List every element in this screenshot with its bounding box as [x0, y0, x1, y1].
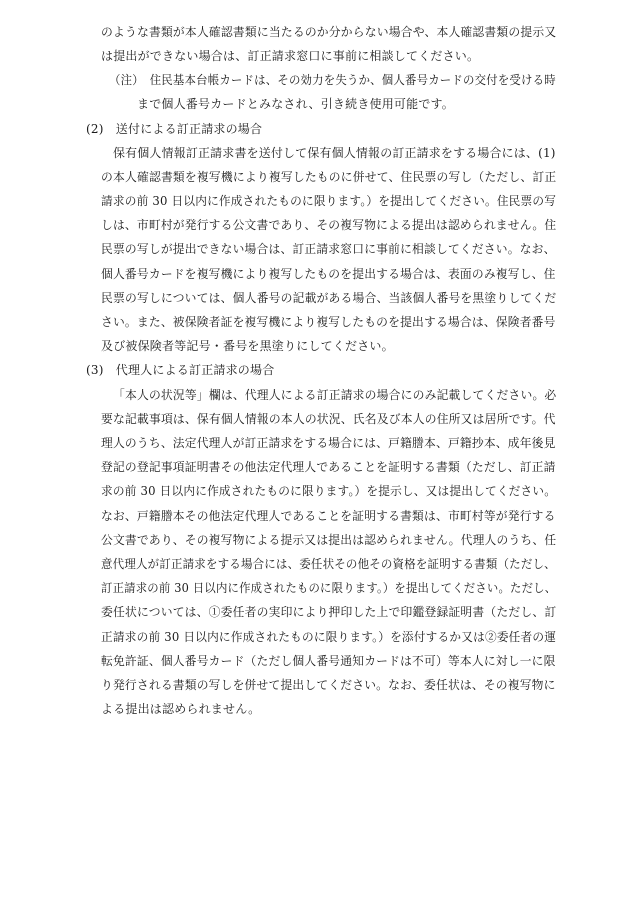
section-3-line-8: 意代理人が訂正請求をする場合には、委任状その他その資格を証明する書類（ただし、 — [101, 557, 556, 571]
section-2-heading: (2) 送付による訂正請求の場合 — [86, 122, 263, 136]
section-2-line-8: さい。また、被保険者証を複写機により複写したものを提出する場合は、保険者番号 — [101, 315, 556, 329]
section-2-line-7: 民票の写しについては、個人番号の記載がある場合、当該個人番号を黒塗りしてくだ — [101, 291, 557, 305]
section-2-line-3: 請求の前 30 日以内に作成されたものに限ります。）を提出してください。住民票の写 — [101, 194, 557, 208]
section-2-line-9: 及び被保険者等記号・番号を黒塗りにしてください。 — [101, 339, 394, 353]
section-3-line-12: 転免許証、個人番号カード（ただし個人番号通知カードは不可）等本人に対し一に限 — [101, 654, 556, 668]
section-3-line-4: 登記の登記事項証明書その他法定代理人であることを証明する書類（ただし、訂正請 — [101, 460, 556, 474]
section-3-line-11: 正請求の前 30 日以内に作成されたものに限ります。）を添付するか又は②委任者の運 — [101, 630, 557, 644]
intro-line-2: は提出ができない場合は、訂正請求窓口に事前に相談してください。 — [101, 49, 480, 63]
section-2-line-1: 保有個人情報訂正請求書を送付して保有個人情報の訂正請求をする場合には、(1) — [113, 146, 556, 160]
section-2-line-6: 個人番号カードを複写機により複写したものを提出する場合は、表面のみ複写し、住 — [101, 267, 556, 281]
section-2-line-4: しは、市町村が発行する公文書であり、その複写物による提出は認められません。住 — [101, 218, 557, 232]
section-3-line-9: 訂正請求の前 30 日以内に作成されたものに限ります。）を提出してください。ただし、 — [101, 581, 557, 595]
section-3-line-7: 公文書であり、その複写物による提示又は提出は認められません。代理人のうち、任 — [101, 533, 557, 547]
section-3-line-5: 求の前 30 日以内に作成されたものに限ります。）を提示し、又は提出してください。 — [101, 484, 557, 498]
section-2-line-5: 民票の写しが提出できない場合は、訂正請求窓口に事前に相談してください。なお、 — [101, 242, 556, 256]
section-3-line-13: り発行される書類の写しを併せて提出してください。なお、委任状は、その複写物に — [101, 678, 556, 692]
section-3-heading: (3) 代理人による訂正請求の場合 — [86, 363, 275, 377]
section-2-line-2: の本人確認書類を複写機により複写したものに併せて、住民票の写し（ただし、訂正 — [101, 170, 557, 184]
section-3-line-10: 委任状については、①委任者の実印により押印した上で印鑑登録証明書（ただし、訂 — [101, 605, 557, 619]
note-line-1: （注） 住民基本台帳カードは、その効力を失うか、個人番号カードの交付を受ける時 — [109, 73, 556, 87]
section-3-line-6: なお、戸籍謄本その他法定代理人であることを証明する書類は、市町村等が発行する — [101, 509, 556, 523]
section-3-line-14: よる提出は認められません。 — [101, 702, 261, 716]
intro-line-1: のような書類が本人確認書類に当たるのか分からない場合や、本人確認書類の提示又 — [101, 25, 557, 39]
section-3-line-1: 「本人の状況等」欄は、代理人による訂正請求の場合にのみ記載してください。必 — [113, 388, 557, 402]
section-3-line-3: 理人のうち、法定代理人が訂正請求をする場合には、戸籍謄本、戸籍抄本、成年後見 — [101, 436, 556, 450]
note-line-2: まで個人番号カードとみなされ、引き続き使用可能です。 — [137, 97, 454, 111]
section-3-line-2: 要な記載事項は、保有個人情報の本人の状況、氏名及び本人の住所又は居所です。代 — [101, 412, 556, 426]
